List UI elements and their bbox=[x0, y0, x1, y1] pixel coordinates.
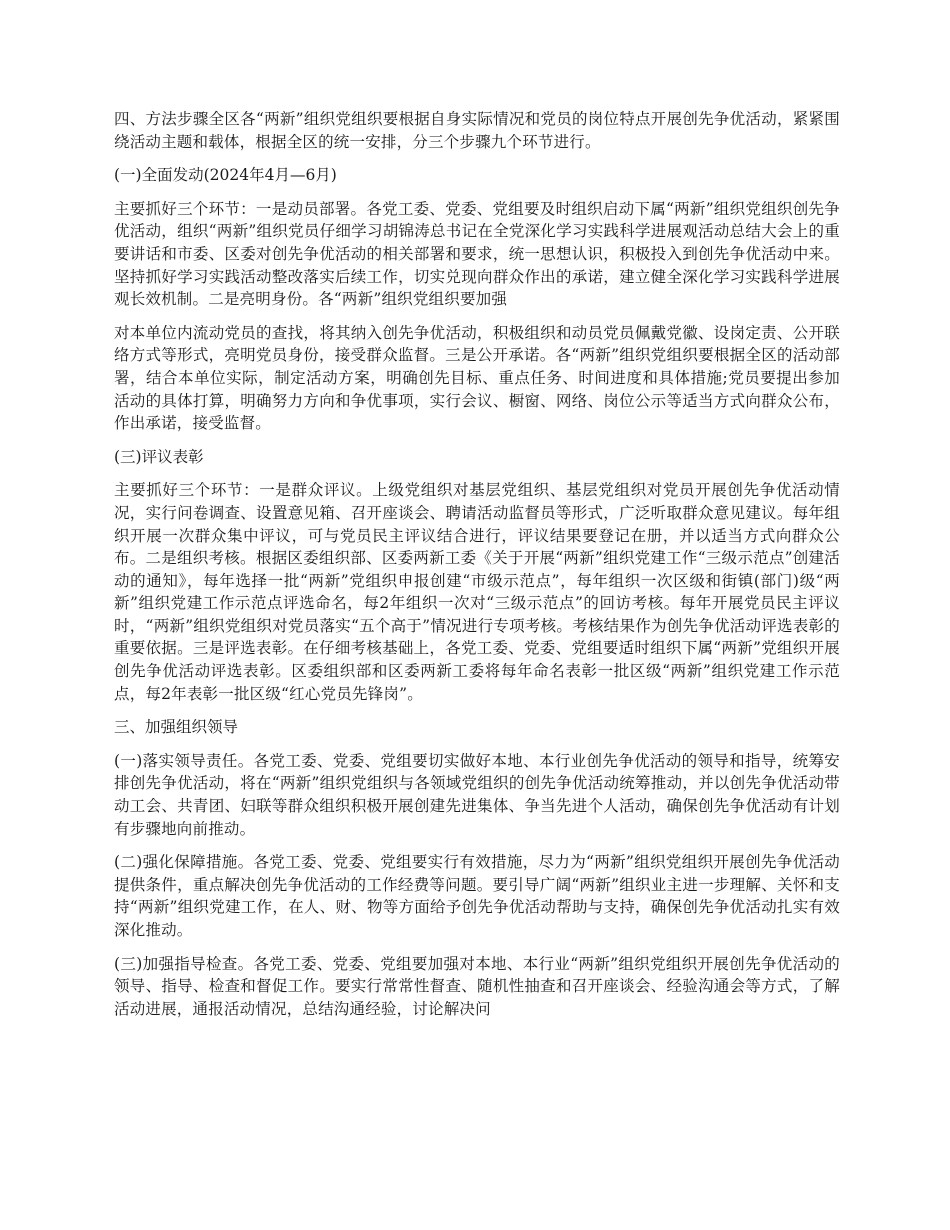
section-three-heading: 三、加强组织领导 bbox=[114, 718, 239, 737]
guidance-inspection-paragraph: (三)加强指导检查。各党工委、党委、党组要加强对本地、本行业“两新”组织党组织开展创先争优活动的领导、指导、检查和督促工作。要实行常常性督查、随机性抽查和召开座谈会、经验沟通会等方式，了解活动进展，通报活动情况，总结沟通经验，讨论解决问 bbox=[114, 954, 840, 1018]
document-body bbox=[114, 108, 840, 1031]
phase-three-paragraph: 主要抓好三个环节：一是群众评议。上级党组织对基层党组织、基层党组织对党员开展创先争优活动情况，实行问卷调查、设置意见箱、召开座谈会、聘请活动监督员等形式，广泛听取群众意见建议。每年组织开展一次群众集中评议，可与党员民主评议结合进行，评议结果要登记在册，并以适当方式向群众公布。二是组织考核。根据区委组织部、区委两新工委《关于开展“两新”组织党建工作“三级示范点”创建活动的通知》，每年选择一批“两新”党组织申报创建“市级示范点”，每年组织一次区级和街镇(部门)级“两新”组织党建工作示范点评选命名，每2年组织一次对“三级示范点”的回访考核。每年开展党员民主评议时，“两新”组织党组织对党员落实“五个高于”情况进行专项考核。考核结果作为创先争优活动评选表彰的重要依据。三是评选表彰。在仔细考核基础上，各党工委、党委、党组要适时组织下属“两新”党组织开展创先争优活动评选表彰。区委组织部和区委两新工委将每年命名表彰一批区级“两新”组织党建工作示范点，每2年表彰一批区级“红心党员先锋岗”。 bbox=[114, 481, 840, 703]
phase-three-heading: (三)评议表彰 bbox=[114, 447, 204, 466]
phase-one-heading: (一)全面发动(2024年4月—6月) bbox=[114, 166, 337, 185]
support-measures-paragraph: (二)强化保障措施。各党工委、党委、党组要实行有效措施，尽力为“两新”组织党组织开展创先争优活动提供条件，重点解决创先争优活动的工作经费等问题。要引导广阔“两新”组织业主进一步理解、关怀和支持“两新”组织党建工作，在人、财、物等方面给予创先争优活动帮助与支持，确保创先争优活动扎实有效深化推动。 bbox=[114, 853, 840, 939]
phase-two-paragraph: 对本单位内流动党员的查找，将其纳入创先争优活动，积极组织和动员党员佩戴党徽、设岗定责、公开联络方式等形式，亮明党员身份，接受群众监督。三是公开承诺。各“两新”组织党组织要根据全区的活动部署，结合本单位实际，制定活动方案，明确创先目标、重点任务、时间进度和具体措施;党员要提出参加活动的具体打算，明确努力方向和争优事项，实行会议、橱窗、网络、岗位公示等适当方式向群众公布，作出承诺，接受监督。 bbox=[114, 323, 840, 433]
leadership-responsibility-paragraph: (一)落实领导责任。各党工委、党委、党组要切实做好本地、本行业创先争优活动的领导和指导，统筹安排创先争优活动，将在“两新”组织党组织与各领域党组织的创先争优活动统筹推动，并以创先争优活动带动工会、共青团、妇联等群众组织积极开展创建先进集体、争当先进个人活动，确保创先争优活动有计划有步骤地向前推动。 bbox=[114, 751, 840, 838]
phase-one-paragraph: 主要抓好三个环节：一是动员部署。各党工委、党委、党组要及时组织启动下属“两新”组织党组织创先争优活动，组织“两新”组织党员仔细学习胡锦涛总书记在全党深化学习实践科学进展观活动总结大会上的重要讲话和市委、区委对创先争优活动的相关部署和要求，统一思想认识，积极投入到创先争优活动中来。坚持抓好学习实践活动整改落实后续工作，切实兑现向群众作出的承诺，建立健全深化学习实践科学进展观长效机制。二是亮明身份。各“两新”组织党组织要加强 bbox=[114, 199, 840, 309]
section-four-intro: 四、方法步骤全区各“两新”组织党组织要根据自身实际情况和党员的岗位特点开展创先争优活动，紧紧围绕活动主题和载体，根据全区的统一安排，分三个步骤九个环节进行。 bbox=[114, 110, 840, 151]
